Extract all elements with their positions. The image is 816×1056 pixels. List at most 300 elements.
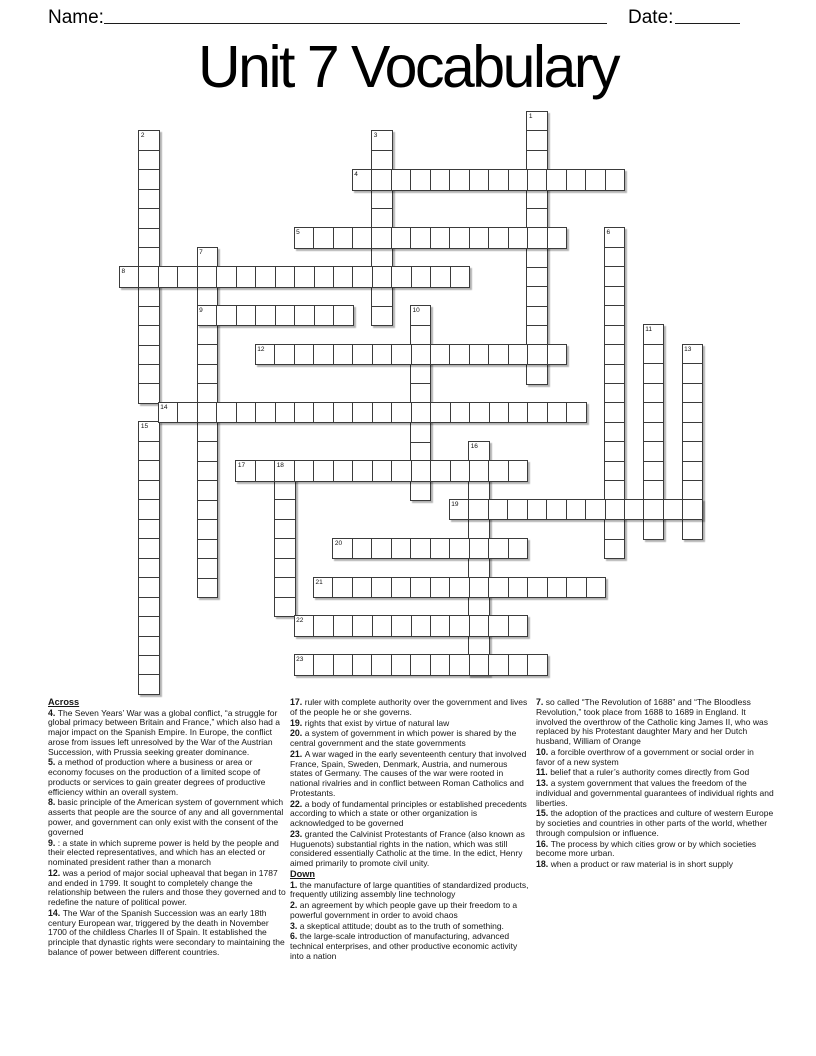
answer-cell[interactable] bbox=[139, 208, 158, 227]
answer-cell[interactable] bbox=[410, 228, 429, 247]
answer-cell[interactable] bbox=[333, 228, 352, 247]
answer-cell[interactable] bbox=[469, 519, 488, 538]
clue-11: 11. belief that a ruler’s authority comes directly from God bbox=[536, 767, 750, 778]
date-label: Date: bbox=[628, 7, 674, 28]
answer-cell[interactable] bbox=[333, 403, 352, 422]
answer-cell[interactable] bbox=[430, 539, 450, 558]
answer-cell[interactable] bbox=[450, 403, 469, 422]
answer-cell[interactable] bbox=[352, 616, 371, 635]
answer-cell[interactable] bbox=[255, 267, 274, 286]
cell-number-20: 20 bbox=[334, 539, 343, 547]
answer-cell[interactable] bbox=[197, 403, 216, 422]
answer-cell[interactable] bbox=[527, 655, 546, 674]
answer-cell[interactable] bbox=[372, 461, 391, 480]
answer-cell[interactable] bbox=[372, 247, 391, 267]
answer-cell[interactable] bbox=[410, 655, 429, 674]
clue-number: 4. bbox=[48, 707, 58, 718]
cell-number-15: 15 bbox=[140, 423, 149, 431]
answer-cell[interactable] bbox=[508, 170, 527, 189]
answer-cell[interactable] bbox=[527, 208, 546, 227]
answer-cell[interactable] bbox=[177, 267, 196, 286]
answer-cell[interactable] bbox=[411, 325, 430, 345]
answer-cell[interactable] bbox=[313, 403, 332, 422]
cell-number-21: 21 bbox=[315, 578, 323, 586]
answer-cell[interactable] bbox=[294, 461, 313, 480]
clue-number: 9. bbox=[48, 837, 58, 848]
answer-cell[interactable] bbox=[275, 306, 295, 325]
answer-cell[interactable] bbox=[547, 345, 566, 364]
answer-cell[interactable] bbox=[449, 228, 468, 247]
answer-cell[interactable] bbox=[683, 363, 702, 383]
answer-cell[interactable] bbox=[198, 325, 217, 344]
answer-cell[interactable] bbox=[605, 461, 624, 480]
answer-cell[interactable] bbox=[198, 383, 217, 402]
answer-cell[interactable] bbox=[198, 461, 217, 480]
answer-cell[interactable] bbox=[371, 655, 390, 674]
answer-cell[interactable] bbox=[508, 539, 528, 558]
answer-cell[interactable] bbox=[139, 674, 158, 693]
answer-cell[interactable] bbox=[411, 345, 430, 364]
answer-cell[interactable] bbox=[508, 578, 527, 597]
cell-number-17: 17 bbox=[237, 462, 246, 470]
answer-cell[interactable] bbox=[430, 461, 449, 480]
answer-cell[interactable] bbox=[411, 364, 430, 384]
answer-cell[interactable] bbox=[410, 578, 429, 597]
clue-1: 1. the manufacture of large quantities of standardized products, frequently utilizing assembly line technology bbox=[290, 879, 529, 900]
answer-cell[interactable] bbox=[197, 267, 216, 286]
answer-cell[interactable] bbox=[139, 597, 158, 616]
answer-cell[interactable] bbox=[643, 500, 662, 519]
cell-number-3: 3 bbox=[373, 132, 378, 140]
answer-cell[interactable] bbox=[605, 364, 624, 383]
answer-cell[interactable] bbox=[508, 616, 527, 635]
answer-cell[interactable] bbox=[527, 150, 546, 169]
answer-cell[interactable] bbox=[527, 189, 546, 208]
answer-cell[interactable] bbox=[527, 170, 546, 189]
answer-cell[interactable] bbox=[313, 345, 332, 364]
answer-cell[interactable] bbox=[371, 170, 390, 189]
clue-number: 10. bbox=[536, 746, 551, 757]
answer-cell[interactable] bbox=[139, 247, 158, 266]
answer-cell[interactable] bbox=[430, 345, 449, 364]
answer-cell[interactable] bbox=[391, 345, 410, 364]
answer-cell[interactable] bbox=[430, 578, 449, 597]
answer-cell[interactable] bbox=[411, 403, 430, 422]
answer-cell[interactable] bbox=[216, 306, 236, 325]
answer-cell[interactable] bbox=[139, 383, 158, 402]
answer-cell[interactable] bbox=[508, 655, 527, 674]
answer-cell[interactable] bbox=[469, 345, 488, 364]
answer-cell[interactable] bbox=[411, 461, 430, 480]
cell-number-19: 19 bbox=[451, 501, 459, 508]
answer-cell[interactable] bbox=[314, 267, 333, 286]
answer-cell[interactable] bbox=[391, 228, 410, 247]
clue-23: 23. granted the Calvinist Protestants of France (also known as Huguenots) substantial rights in the nation, which was still considered essentially Catholic at the time. In the edict, Henry aimed primarily to promote civil unity. bbox=[290, 828, 525, 869]
answer-cell[interactable] bbox=[372, 345, 391, 364]
answer-cell[interactable] bbox=[430, 655, 449, 674]
answer-cell[interactable] bbox=[469, 578, 488, 597]
answer-cell[interactable] bbox=[411, 616, 430, 635]
answer-cell[interactable] bbox=[139, 636, 158, 655]
answer-cell[interactable] bbox=[313, 461, 332, 480]
answer-cell[interactable] bbox=[605, 539, 624, 558]
answer-cell[interactable] bbox=[527, 228, 546, 247]
answer-cell[interactable] bbox=[411, 267, 430, 286]
clue-8: 8. basic principle of the American system of government which asserts that people are the source of any and all governmental power, and government can only exist with the consent of the governed bbox=[48, 797, 284, 837]
answer-cell[interactable] bbox=[644, 519, 663, 538]
answer-cell[interactable] bbox=[352, 655, 371, 674]
answer-cell[interactable] bbox=[275, 519, 294, 539]
clue-number: 12. bbox=[48, 867, 63, 878]
answer-cell[interactable] bbox=[488, 500, 507, 519]
answer-cell[interactable] bbox=[372, 189, 391, 209]
answer-cell[interactable] bbox=[430, 228, 449, 247]
answer-cell[interactable] bbox=[488, 616, 507, 635]
answer-cell[interactable] bbox=[507, 500, 526, 519]
answer-cell[interactable] bbox=[158, 267, 177, 286]
answer-cell[interactable] bbox=[411, 442, 430, 462]
answer-cell[interactable] bbox=[605, 500, 624, 519]
answer-cell[interactable] bbox=[430, 267, 449, 286]
answer-cell[interactable] bbox=[508, 403, 527, 422]
answer-cell[interactable] bbox=[508, 461, 527, 480]
answer-cell[interactable] bbox=[527, 306, 546, 325]
answer-cell[interactable] bbox=[371, 578, 390, 597]
answer-cell[interactable] bbox=[352, 403, 371, 422]
answer-cell[interactable] bbox=[644, 363, 663, 382]
answer-cell[interactable] bbox=[139, 228, 158, 247]
answer-cell[interactable] bbox=[449, 345, 468, 364]
answer-cell[interactable] bbox=[198, 578, 217, 597]
answer-cell[interactable] bbox=[139, 655, 158, 674]
answer-cell[interactable] bbox=[663, 500, 682, 519]
answer-cell[interactable] bbox=[469, 636, 488, 655]
answer-cell[interactable] bbox=[547, 578, 566, 597]
answer-cell[interactable] bbox=[139, 441, 158, 460]
answer-cell[interactable] bbox=[469, 480, 488, 499]
cell-number-5: 5 bbox=[296, 229, 300, 237]
answer-cell[interactable] bbox=[527, 130, 546, 149]
answer-cell[interactable] bbox=[566, 578, 585, 597]
answer-cell[interactable] bbox=[644, 402, 663, 421]
answer-cell[interactable] bbox=[139, 286, 158, 305]
answer-cell[interactable] bbox=[411, 481, 430, 501]
answer-cell[interactable] bbox=[352, 578, 371, 597]
answer-cell[interactable] bbox=[139, 558, 158, 577]
answer-cell[interactable] bbox=[275, 480, 294, 500]
clue-18: 18. when a product or raw material is in short supply bbox=[536, 859, 734, 870]
answer-cell[interactable] bbox=[371, 539, 391, 558]
answer-cell[interactable] bbox=[198, 500, 217, 519]
answer-cell[interactable] bbox=[430, 170, 449, 189]
answer-cell[interactable] bbox=[449, 616, 468, 635]
answer-cell[interactable] bbox=[275, 538, 294, 558]
answer-cell[interactable] bbox=[139, 538, 158, 557]
clue-number: 15. bbox=[536, 808, 551, 819]
answer-cell[interactable] bbox=[275, 558, 294, 578]
answer-cell[interactable] bbox=[586, 578, 605, 597]
answer-cell[interactable] bbox=[469, 228, 488, 247]
answer-cell[interactable] bbox=[450, 461, 469, 480]
answer-cell[interactable] bbox=[488, 345, 507, 364]
answer-cell[interactable] bbox=[488, 170, 507, 189]
answer-cell[interactable] bbox=[605, 480, 624, 499]
answer-cell[interactable] bbox=[177, 403, 196, 422]
answer-cell[interactable] bbox=[682, 500, 701, 519]
answer-cell[interactable] bbox=[566, 403, 585, 422]
answer-cell[interactable] bbox=[372, 208, 391, 228]
answer-cell[interactable] bbox=[585, 500, 604, 519]
answer-cell[interactable] bbox=[527, 247, 546, 266]
clue-3: 3. a skeptical attitude; doubt as to the truth of something. bbox=[290, 920, 504, 931]
answer-cell[interactable] bbox=[139, 345, 158, 364]
answer-cell[interactable] bbox=[488, 539, 508, 558]
answer-cell[interactable] bbox=[236, 306, 256, 325]
answer-cell[interactable] bbox=[391, 461, 410, 480]
answer-cell[interactable] bbox=[372, 286, 391, 306]
answer-cell[interactable] bbox=[527, 578, 546, 597]
answer-cell[interactable] bbox=[527, 267, 546, 286]
answer-cell[interactable] bbox=[605, 286, 624, 305]
clue-14: 14. The War of the Spanish Succession was an early 18th century European war, triggered by the death in November 1700 of the childless Charles II of Spain. It established the principle that dynastic rights were secondary to maintaining the balance of power between different countries. bbox=[48, 907, 285, 957]
answer-cell[interactable] bbox=[313, 616, 332, 635]
clue-number: 17. bbox=[290, 697, 305, 707]
answer-cell[interactable] bbox=[605, 266, 624, 285]
answer-cell[interactable] bbox=[372, 150, 391, 170]
answer-cell[interactable] bbox=[469, 461, 488, 480]
answer-cell[interactable] bbox=[489, 403, 508, 422]
answer-cell[interactable] bbox=[411, 383, 430, 403]
answer-cell[interactable] bbox=[236, 403, 255, 422]
answer-cell[interactable] bbox=[333, 616, 352, 635]
word-20-across bbox=[332, 538, 528, 559]
answer-cell[interactable] bbox=[139, 616, 158, 635]
answer-cell[interactable] bbox=[139, 519, 158, 538]
clue-number: 22. bbox=[290, 798, 305, 809]
answer-cell[interactable] bbox=[372, 306, 391, 326]
word-14-across bbox=[158, 402, 587, 423]
answer-cell[interactable] bbox=[488, 461, 507, 480]
answer-cell[interactable] bbox=[275, 267, 294, 286]
cell-number-14: 14 bbox=[160, 404, 168, 411]
answer-cell[interactable] bbox=[275, 577, 294, 597]
answer-cell[interactable] bbox=[352, 539, 372, 558]
clue-number: 13. bbox=[536, 778, 551, 789]
clue-number: 5. bbox=[48, 757, 58, 768]
answer-cell[interactable] bbox=[391, 267, 410, 286]
answer-cell[interactable] bbox=[683, 441, 702, 461]
answer-cell[interactable] bbox=[236, 267, 255, 286]
answer-cell[interactable] bbox=[605, 305, 624, 324]
answer-cell[interactable] bbox=[255, 403, 274, 422]
answer-cell[interactable] bbox=[585, 170, 604, 189]
answer-cell[interactable] bbox=[605, 402, 624, 421]
answer-cell[interactable] bbox=[644, 480, 663, 499]
answer-cell[interactable] bbox=[198, 480, 217, 499]
answer-cell[interactable] bbox=[139, 460, 158, 479]
answer-cell[interactable] bbox=[605, 325, 624, 344]
answer-cell[interactable] bbox=[508, 228, 527, 247]
answer-cell[interactable] bbox=[198, 558, 217, 577]
answer-cell[interactable] bbox=[624, 500, 643, 519]
answer-cell[interactable] bbox=[644, 383, 663, 402]
clue-12: 12. was a period of major social upheaval that began in 1787 and ended in 1799. It sought to completely change the relationship between the rulers and those they governed and to redefine the nature of political power. bbox=[48, 867, 286, 908]
answer-cell[interactable] bbox=[139, 364, 158, 383]
answer-cell[interactable] bbox=[468, 500, 487, 519]
answer-cell[interactable] bbox=[255, 461, 274, 480]
answer-cell[interactable] bbox=[139, 306, 158, 325]
answer-cell[interactable] bbox=[391, 539, 411, 558]
answer-cell[interactable] bbox=[527, 286, 546, 305]
answer-cell[interactable] bbox=[566, 500, 585, 519]
answer-cell[interactable] bbox=[139, 169, 158, 188]
answer-cell[interactable] bbox=[410, 170, 429, 189]
answer-cell[interactable] bbox=[605, 422, 624, 441]
answer-cell[interactable] bbox=[411, 422, 430, 442]
answer-cell[interactable] bbox=[139, 150, 158, 169]
answer-cell[interactable] bbox=[274, 345, 293, 364]
answer-cell[interactable] bbox=[198, 441, 217, 460]
answer-cell[interactable] bbox=[527, 345, 546, 364]
answer-cell[interactable] bbox=[683, 383, 702, 403]
answer-cell[interactable] bbox=[605, 441, 624, 460]
answer-cell[interactable] bbox=[255, 306, 275, 325]
answer-cell[interactable] bbox=[469, 403, 488, 422]
answer-cell[interactable] bbox=[372, 616, 391, 635]
answer-cell[interactable] bbox=[391, 616, 410, 635]
answer-cell[interactable] bbox=[430, 616, 449, 635]
answer-cell[interactable] bbox=[333, 345, 352, 364]
answer-cell[interactable] bbox=[314, 306, 334, 325]
word-5-across bbox=[294, 227, 568, 248]
clue-number: 14. bbox=[48, 907, 63, 918]
answer-cell[interactable] bbox=[333, 267, 352, 286]
answer-cell[interactable] bbox=[198, 422, 217, 441]
answer-cell[interactable] bbox=[333, 655, 352, 674]
cell-number-8: 8 bbox=[121, 268, 126, 276]
answer-cell[interactable] bbox=[294, 267, 313, 286]
answer-cell[interactable] bbox=[138, 267, 157, 286]
answer-cell[interactable] bbox=[139, 577, 158, 596]
answer-cell[interactable] bbox=[547, 228, 566, 247]
answer-cell[interactable] bbox=[605, 519, 624, 538]
answer-cell[interactable] bbox=[139, 499, 158, 518]
answer-cell[interactable] bbox=[546, 170, 565, 189]
answer-cell[interactable] bbox=[139, 189, 158, 208]
answer-cell[interactable] bbox=[683, 402, 702, 422]
answer-cell[interactable] bbox=[216, 403, 235, 422]
answer-cell[interactable] bbox=[391, 403, 410, 422]
answer-cell[interactable] bbox=[198, 539, 217, 558]
answer-cell[interactable] bbox=[352, 345, 371, 364]
answer-cell[interactable] bbox=[469, 597, 488, 616]
answer-cell[interactable] bbox=[139, 325, 158, 344]
answer-cell[interactable] bbox=[469, 170, 488, 189]
answer-cell[interactable] bbox=[391, 578, 410, 597]
answer-cell[interactable] bbox=[294, 345, 313, 364]
answer-cell[interactable] bbox=[352, 228, 371, 247]
answer-cell[interactable] bbox=[198, 364, 217, 383]
answer-cell[interactable] bbox=[449, 539, 469, 558]
answer-cell[interactable] bbox=[605, 170, 624, 189]
answer-cell[interactable] bbox=[644, 441, 663, 460]
answer-cell[interactable] bbox=[372, 403, 391, 422]
answer-cell[interactable] bbox=[644, 461, 663, 480]
answer-cell[interactable] bbox=[527, 500, 546, 519]
answer-cell[interactable] bbox=[683, 422, 702, 442]
cell-number-10: 10 bbox=[412, 307, 420, 314]
answer-cell[interactable] bbox=[469, 655, 488, 674]
answer-cell[interactable] bbox=[294, 306, 314, 325]
answer-cell[interactable] bbox=[449, 170, 468, 189]
answer-cell[interactable] bbox=[508, 345, 527, 364]
answer-cell[interactable] bbox=[469, 539, 489, 558]
answer-cell[interactable] bbox=[313, 655, 332, 674]
answer-cell[interactable] bbox=[410, 539, 430, 558]
answer-cell[interactable] bbox=[488, 655, 507, 674]
answer-cell[interactable] bbox=[605, 344, 624, 363]
answer-cell[interactable] bbox=[139, 480, 158, 499]
answer-cell[interactable] bbox=[294, 403, 313, 422]
answer-cell[interactable] bbox=[488, 578, 507, 597]
answer-cell[interactable] bbox=[275, 499, 294, 519]
answer-cell[interactable] bbox=[449, 655, 468, 674]
clue-number: 2. bbox=[290, 900, 300, 911]
answer-cell[interactable] bbox=[332, 578, 351, 597]
answer-cell[interactable] bbox=[275, 597, 294, 617]
answer-cell[interactable] bbox=[449, 578, 468, 597]
answer-cell[interactable] bbox=[372, 267, 391, 286]
clue-7: 7. so called “The Revolution of 1688” and “The Bloodless Revolution,” took place from 1688 to 1689 in England. It involved the overthrow of the Catholic king James II, who was replaced by his Protestant daughter Mary and her Dutch husband, William of Orange bbox=[536, 697, 768, 747]
answer-cell[interactable] bbox=[352, 461, 371, 480]
answer-cell[interactable] bbox=[683, 519, 702, 539]
answer-cell[interactable] bbox=[605, 383, 624, 402]
answer-cell[interactable] bbox=[683, 461, 702, 481]
answer-cell[interactable] bbox=[198, 519, 217, 538]
answer-cell[interactable] bbox=[488, 228, 507, 247]
answer-cell[interactable] bbox=[644, 344, 663, 363]
answer-cell[interactable] bbox=[352, 267, 371, 286]
answer-cell[interactable] bbox=[275, 403, 294, 422]
answer-cell[interactable] bbox=[644, 422, 663, 441]
answer-cell[interactable] bbox=[198, 344, 217, 363]
answer-cell[interactable] bbox=[527, 325, 546, 344]
answer-cell[interactable] bbox=[371, 228, 390, 247]
clue-number: 8. bbox=[48, 797, 58, 808]
answer-cell[interactable] bbox=[430, 403, 449, 422]
answer-cell[interactable] bbox=[469, 616, 488, 635]
clue-number: 20. bbox=[290, 728, 305, 739]
answer-cell[interactable] bbox=[527, 364, 546, 383]
answer-cell[interactable] bbox=[605, 247, 624, 266]
word-4-across bbox=[352, 169, 626, 190]
answer-cell[interactable] bbox=[450, 267, 469, 286]
answer-cell[interactable] bbox=[391, 655, 410, 674]
answer-cell[interactable] bbox=[527, 403, 546, 422]
answer-cell[interactable] bbox=[469, 558, 488, 577]
answer-cell[interactable] bbox=[566, 170, 585, 189]
answer-cell[interactable] bbox=[547, 403, 566, 422]
answer-cell[interactable] bbox=[198, 286, 217, 305]
answer-cell[interactable] bbox=[333, 306, 353, 325]
answer-cell[interactable] bbox=[313, 228, 332, 247]
answer-cell[interactable] bbox=[683, 480, 702, 500]
answer-cell[interactable] bbox=[546, 500, 565, 519]
answer-cell[interactable] bbox=[391, 170, 410, 189]
answer-cell[interactable] bbox=[333, 461, 352, 480]
clue-17: 17. ruler with complete authority over the government and lives of the people he or she governs. bbox=[290, 697, 528, 717]
answer-cell[interactable] bbox=[216, 267, 235, 286]
